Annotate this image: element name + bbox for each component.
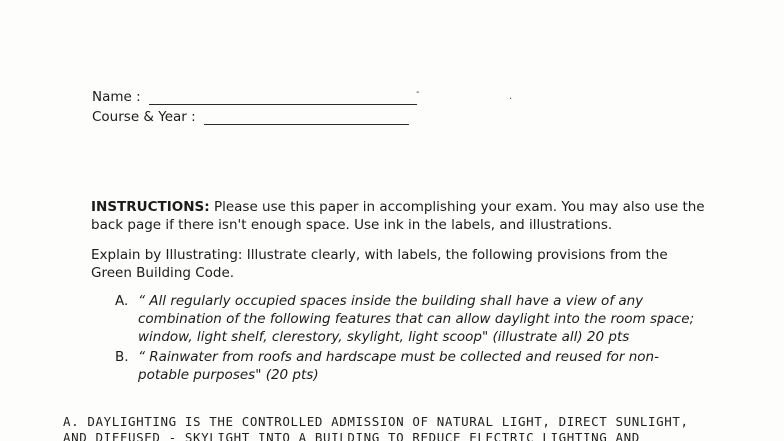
instructions-heading: INSTRUCTIONS:	[91, 199, 210, 215]
handwritten-answer-line: A. DAYLIGHTING IS THE CONTROLLED ADMISSION OF NATURAL LIGHT, DIRECT SUNLIGHT,	[63, 414, 689, 429]
instructions-text: Please use this paper in accomplishing your exam. You may also use the back page if there isn't enough space. Use ink in the labels, and illustrations.	[91, 199, 705, 233]
stray-mark: .	[509, 91, 513, 102]
item-text: “ All regularly occupied spaces inside the building shall have a view of any combination of the following features that can allow daylight into the room space; window, light shelf, clerestory, skylight, light scoop" (illustrate all) 20 pts	[138, 293, 695, 345]
course-answer-line	[204, 112, 409, 125]
name-label: Name :	[92, 89, 141, 105]
instructions-paragraph	[91, 198, 711, 234]
question-item-a	[115, 292, 700, 346]
course-label: Course & Year :	[92, 109, 196, 125]
question-item-b	[115, 348, 700, 384]
name-field-row	[92, 87, 513, 105]
explain-paragraph: Explain by Illustrating: Illustrate clearly, with labels, the following provisions from the Green Building Code.	[91, 247, 668, 281]
item-text: “ Rainwater from roofs and hardscape must be collected and reused for non-potable purposes" (20 pts)	[138, 349, 659, 383]
stray-mark: -	[416, 87, 420, 98]
item-marker: B.	[115, 349, 129, 365]
handwritten-answer-line: AND DIFFUSED - SKYLIGHT INTO A BUILDING TO REDUCE ELECTRIC LIGHTING AND	[63, 430, 640, 441]
name-answer-line	[149, 92, 417, 105]
course-field-row	[92, 109, 409, 125]
item-marker: A.	[115, 293, 129, 309]
